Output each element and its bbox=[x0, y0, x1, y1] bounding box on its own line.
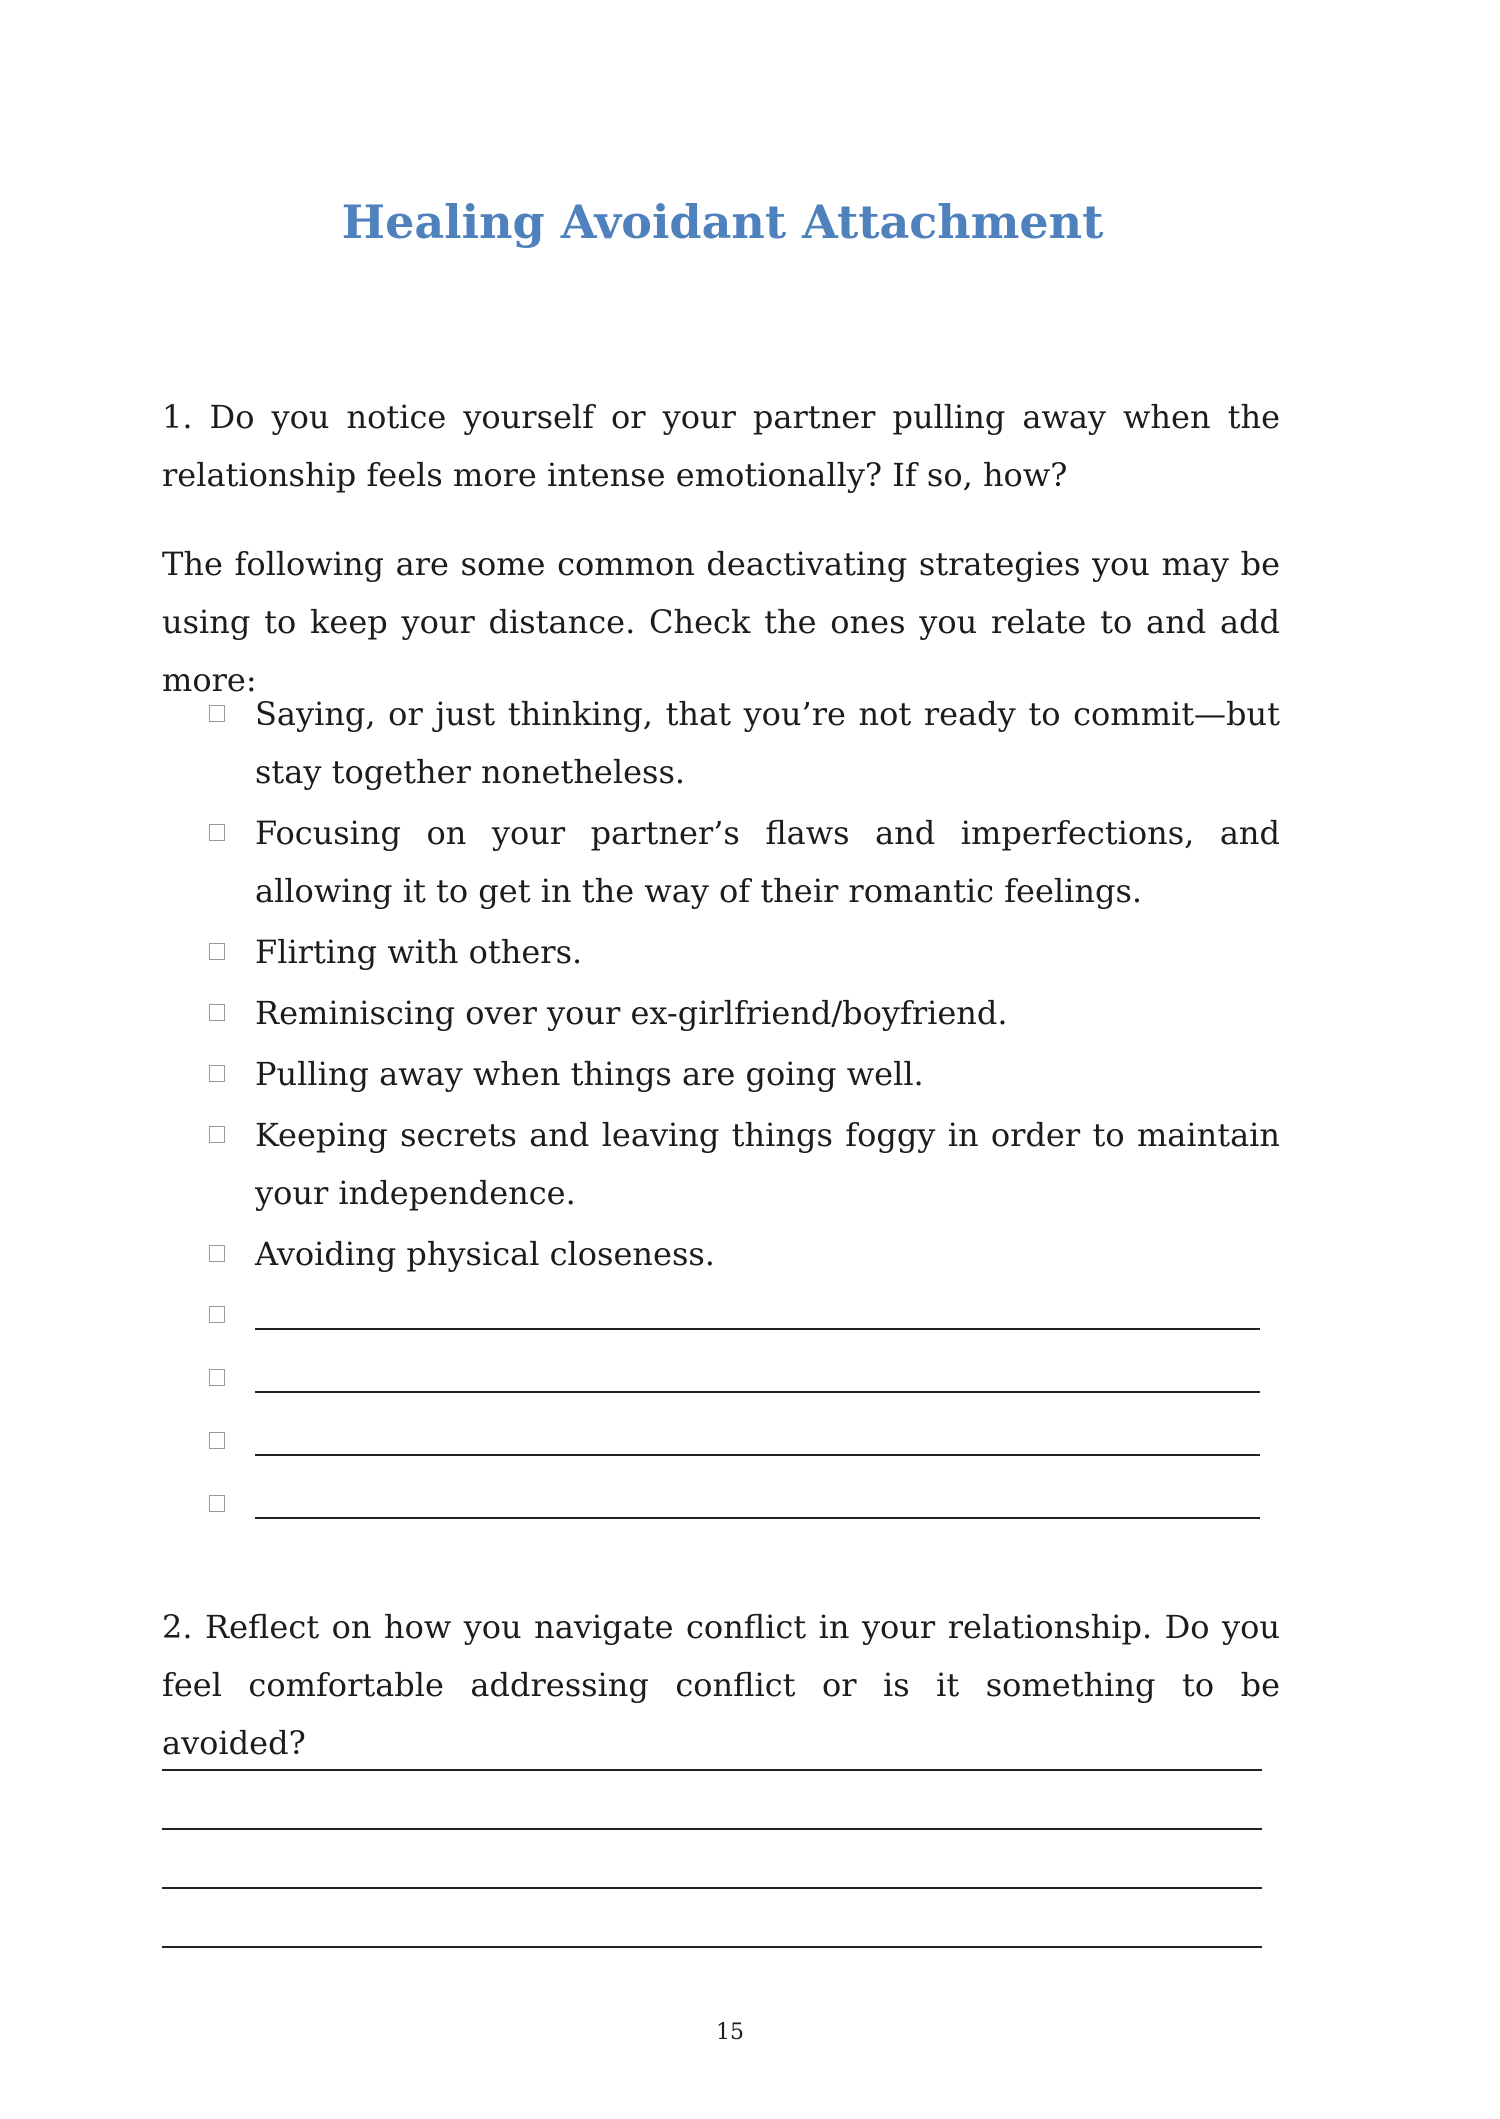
checkbox[interactable] bbox=[209, 1004, 225, 1021]
checklist-item bbox=[205, 923, 1280, 981]
checkbox[interactable] bbox=[209, 943, 225, 960]
checkbox[interactable] bbox=[209, 1495, 225, 1512]
answer-line[interactable] bbox=[162, 1712, 1262, 1771]
answer-line[interactable] bbox=[162, 1889, 1262, 1948]
checklist-item bbox=[205, 1106, 1280, 1222]
checkbox[interactable] bbox=[209, 1306, 225, 1323]
checklist-intro: The following are some common deactivating strategies you may be using to keep your distance. Check the ones you relate to and add more: bbox=[162, 545, 1280, 699]
write-in-line[interactable] bbox=[255, 1349, 1260, 1393]
blank-checklist-item bbox=[205, 1412, 1280, 1472]
question-1: 1. Do you notice yourself or your partner pulling away when the relationship feels more intense emotionally? If so, how? bbox=[162, 398, 1280, 494]
checkbox[interactable] bbox=[209, 1065, 225, 1082]
checkbox[interactable] bbox=[209, 1245, 225, 1262]
blank-checklist-item bbox=[205, 1349, 1280, 1409]
checkbox[interactable] bbox=[209, 1126, 225, 1143]
checklist-item-label: Keeping secrets and leaving things foggy in order to maintain your independence. bbox=[255, 1116, 1280, 1212]
strategies-checklist bbox=[205, 685, 1280, 1538]
write-in-line[interactable] bbox=[255, 1475, 1260, 1519]
write-in-line[interactable] bbox=[255, 1286, 1260, 1330]
page-title: Healing Avoidant Attachment bbox=[341, 195, 1104, 249]
checklist-item-label: Saying, or just thinking, that you’re not ready to commit—but stay together nonetheless. bbox=[255, 695, 1280, 791]
checklist-item-label: Pulling away when things are going well. bbox=[255, 1055, 924, 1093]
checklist-item bbox=[205, 804, 1280, 920]
checklist-item-label: Flirting with others. bbox=[255, 933, 583, 971]
checkbox[interactable] bbox=[209, 824, 225, 841]
checkbox[interactable] bbox=[209, 1369, 225, 1386]
checklist-item bbox=[205, 984, 1280, 1042]
answer-line[interactable] bbox=[162, 1771, 1262, 1830]
checklist-item bbox=[205, 1045, 1280, 1103]
checkbox[interactable] bbox=[209, 705, 225, 722]
question-2: 2. Reflect on how you navigate conflict in your relationship. Do you feel comfortable addressing conflict or is it something to be avoided? bbox=[162, 1608, 1280, 1762]
checklist-item bbox=[205, 685, 1280, 801]
blank-checklist-item bbox=[205, 1286, 1280, 1346]
checklist-item bbox=[205, 1225, 1280, 1283]
checklist-item-label: Reminiscing over your ex-girlfriend/boyfriend. bbox=[255, 994, 1008, 1032]
write-in-line[interactable] bbox=[255, 1412, 1260, 1456]
checkbox[interactable] bbox=[209, 1432, 225, 1449]
answer-line[interactable] bbox=[162, 1830, 1262, 1889]
page-number: 15 bbox=[716, 2020, 744, 2045]
answer-lines bbox=[162, 1712, 1262, 1948]
checklist-item-label: Focusing on your partner’s flaws and imperfections, and allowing it to get in the way of their romantic feelings. bbox=[255, 814, 1280, 910]
checklist-item-label: Avoiding physical closeness. bbox=[255, 1235, 715, 1273]
blank-checklist-item bbox=[205, 1475, 1280, 1535]
